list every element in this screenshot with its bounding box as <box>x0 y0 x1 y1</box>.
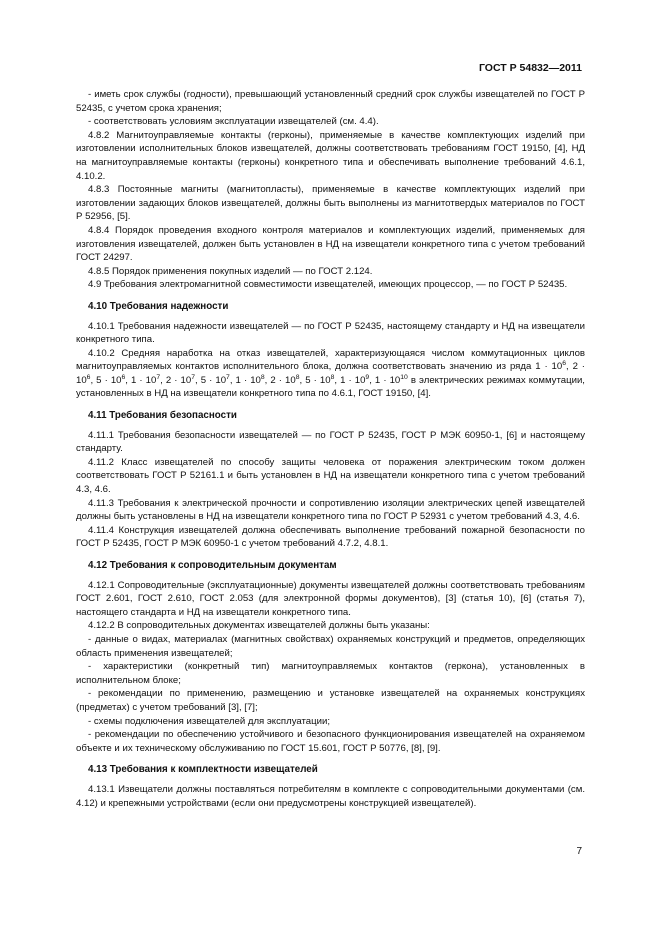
series-value: , 1 · 10 <box>125 374 157 386</box>
section-heading-4-12: 4.12 Требования к сопроводительным документам <box>88 560 337 571</box>
paragraph: 4.12.2 В сопроводительных документах извещателей должны быть указаны: <box>88 620 430 632</box>
series-exponent: 6 <box>562 360 566 368</box>
paragraph: 4.8.5 Порядок применения покупных изделий — по ГОСТ 2.124. <box>88 265 373 277</box>
paragraph: 4.9 Требования электромагнитной совместимости извещателей, имеющих процессор, — по ГОСТ Р 52435. <box>88 279 568 291</box>
section-heading-4-11: 4.11 Требования безопасности <box>88 410 237 422</box>
series-value: , 1 · 10 <box>369 374 401 386</box>
series-value: , 5 · 10 <box>299 374 331 386</box>
paragraph: 4.8.4 Порядок проведения входного контроля материалов и комплектующих изделий, применяемых для изготовления извещателей, должен быть установлен в НД на извещатели конкретного типа с учетом требований ГОСТ 24297. <box>76 224 585 264</box>
series-value: , 1 · 10 <box>334 374 366 386</box>
series-exponent: 8 <box>260 373 265 381</box>
series-exponent: 6 <box>121 373 126 381</box>
list-item: - рекомендации по применению, размещению и установке извещателей на охраняемых конструкциях (предметах) с учетом требований [3], [7]; <box>76 688 585 713</box>
series-exponent: 7 <box>156 373 161 381</box>
series-exponent: 8 <box>330 373 335 381</box>
document-body <box>76 88 585 810</box>
paragraph: 4.8.3 Постоянные магниты (магнитопласты), применяемые в качестве комплектующих изделий при изготовлении задающих блоков извещателей, должны быть выполнены из магнитотвердых материалов по ГОСТ Р 52956, [5]. <box>76 184 585 223</box>
series-value: , 2 · 10 <box>76 361 585 386</box>
series-exponent: 8 <box>295 373 300 381</box>
series-exponent: 10 <box>400 373 408 381</box>
paragraph: - иметь срок службы (годности), превышающий установленный средний срок службы извещателей по ГОСТ Р 52435, с учетом срока хранения; <box>76 89 585 114</box>
list-item: - схемы подключения извещателей для эксплуатации; <box>88 715 331 727</box>
section-heading-4-13: 4.13 Требования к комплектности извещателей <box>88 764 318 776</box>
document-code-header: ГОСТ Р 54832—2011 <box>478 62 582 74</box>
series-value: , 2 · 10 <box>264 374 296 386</box>
paragraph: 4.13.1 Извещатели должны поставляться потребителям в комплекте с сопроводительными документами (см. 4.12) и крепежными устройствами (если они предусмотрены конструкцией извещателей). <box>76 783 585 809</box>
list-item: - характеристики (конкретный тип) магнитоуправляемых контактов (геркона), установленных в исполнительном блоке; <box>76 661 585 686</box>
section-heading-4-10: 4.10 Требования надежности <box>88 300 229 312</box>
paragraph: 4.11.3 Требования к электрической прочности и сопротивлению изоляции электрических цепей извещателей должны быть установлены в НД на извещатели конкретного типа по ГОСТ Р 52931 с учетом требований 4.3, 4.6. <box>76 497 585 523</box>
list-item: - данные о видах, материалах (магнитных свойствах) охраняемых конструкций и предметов, определяющих область применения извещателей; <box>76 633 585 659</box>
page-number: 7 <box>576 846 582 857</box>
series-value: , 1 · 10 <box>229 374 261 386</box>
series-exponent: 7 <box>191 373 195 381</box>
series-text-end: в электрических режимах коммутации, установленных в НД на извещатели конкретного типа по 4.6.1, ГОСТ 19150, [4]. <box>76 374 585 400</box>
paragraph: 4.11.2 Класс извещателей по способу защиты человека от поражения электрическим током должен соответствовать ГОСТ Р 52161.1 и быть установлен в НД на извещатели конкретного типа с учетом требований 4.3, 4.6. <box>76 456 585 496</box>
series-value: , 5 · 10 <box>90 374 122 386</box>
paragraph: 4.11.4 Конструкция извещателей должна обеспечивать выполнение требований пожарной безопасности по ГОСТ Р 52435, ГОСТ Р МЭК 60950-1 с учетом требований 4.7.2, 4.8.1. <box>76 524 585 550</box>
paragraph: - соответствовать условиям эксплуатации извещателей (см. 4.4). <box>88 116 379 128</box>
list-item: - рекомендации по обеспечению устойчивого и безопасного функционирования извещателей на охраняемом объекте и их техническому обслуживанию по ГОСТ 15.601, ГОСТ Р 50776, [8], [9]. <box>76 729 585 754</box>
series-value: , 2 · 10 <box>160 374 192 386</box>
paragraph: 4.12.1 Сопроводительные (эксплуатационные) документы извещателей должны соответствовать требованиям ГОСТ 2.601, ГОСТ 2.610, ГОСТ 2.053 (для электронной формы документов), [3] (статья 10), [6] (статья 7), настоящего стандарта и НД на извещатели конкретного типа. <box>76 579 585 618</box>
series-exponent: 6 <box>86 373 91 381</box>
series-value: , 5 · 10 <box>194 374 227 386</box>
paragraph: 4.11.1 Требования безопасности извещателей — по ГОСТ Р 52435, ГОСТ Р МЭК 60950-1, [6] и настоящему стандарту. <box>76 429 585 455</box>
paragraph-reliability-series <box>76 347 585 401</box>
paragraph: 4.8.2 Магнитоуправляемые контакты (герконы), применяемые в качестве комплектующих изделий при изготовлении исполнительных блоков извещателей, должны соответствовать требованиям ГОСТ 19150, [4], НД на магнитоуправляемые контакты (герконы) конкретного типа и обеспечивать выполнение требований 4.6.1, 4.10.2. <box>76 129 585 182</box>
series-exponent: 9 <box>365 373 370 381</box>
series-text-start: 4.10.2 Средняя наработка на отказ извещателей, характеризующаяся числом коммутационных циклов магнитоуправляемых контактов исполнительного блока, должна соответствовать значению из ряда 1 · 10 <box>76 347 585 373</box>
paragraph: 4.10.1 Требования надежности извещателей — по ГОСТ Р 52435, настоящему стандарту и НД на извещатели конкретного типа. <box>76 320 585 346</box>
series-exponent: 7 <box>226 373 230 381</box>
